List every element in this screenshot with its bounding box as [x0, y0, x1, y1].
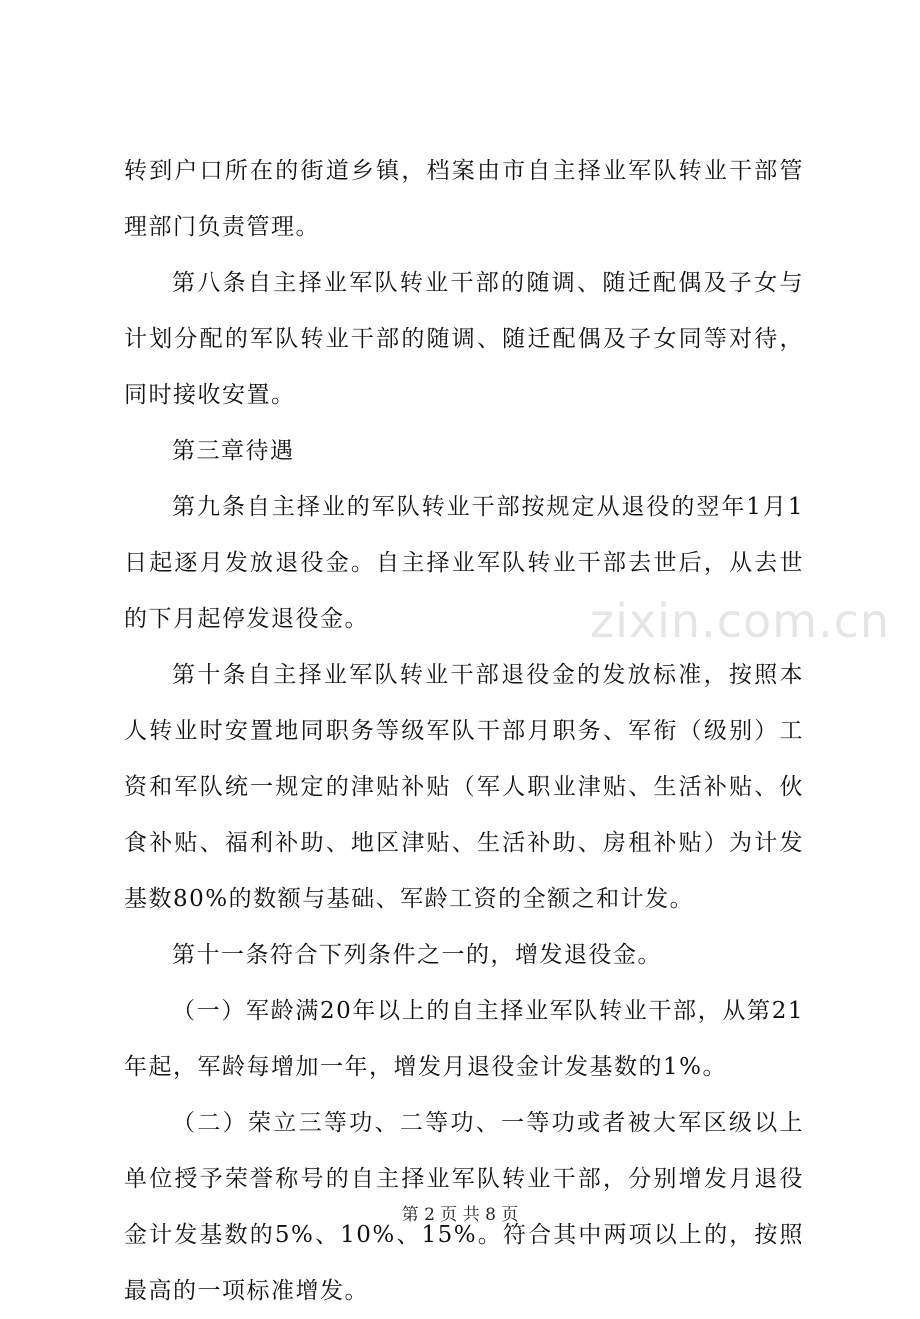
paragraph-item-1: （一）军龄满20年以上的自主择业军队转业干部，从第21年起，军龄每增加一年，增发月退役金计发基数的1%。: [124, 998, 804, 1080]
chapter-heading: 第三章待遇: [172, 438, 295, 464]
paragraph-article-10: 第十条自主择业军队转业干部退役金的发放标准，按照本人转业时安置地同职务等级军队干部月职务、军衔（级别）工资和军队统一规定的津贴补贴（军人职业津贴、生活补贴、伙食补贴、福利补助、地区津贴、生活补助、房租补贴）为计发基数80%的数额与基础、军龄工资的全额之和计发。: [124, 662, 804, 912]
paragraph-article-8: 第八条自主择业军队转业干部的随调、随迁配偶及子女与计划分配的军队转业干部的随调、随迁配偶及子女同等对待，同时接收安置。: [124, 270, 804, 408]
watermark: zixin.com.cn: [590, 594, 891, 648]
paragraph-article-9: 第九条自主择业的军队转业干部按规定从退役的翌年1月1日起逐月发放退役金。自主择业军队转业干部去世后，从去世的下月起停发退役金。: [124, 494, 804, 632]
paragraph-item-2: （二）荣立三等功、二等功、一等功或者被大军区级以上单位授予荣誉称号的自主择业军队转业干部，分别增发月退役金计发基数的5%、10%、15%。符合其中两项以上的，按照最高的一项标准增发。: [124, 1110, 804, 1304]
document-body: [124, 143, 804, 1319]
page-number-footer: 第 2 页 共 8 页: [401, 1205, 519, 1225]
paragraph-article-11: 第十一条符合下列条件之一的，增发退役金。: [172, 942, 662, 968]
paragraph-continuation: 转到户口所在的街道乡镇，档案由市自主择业军队转业干部管理部门负责管理。: [124, 158, 804, 240]
